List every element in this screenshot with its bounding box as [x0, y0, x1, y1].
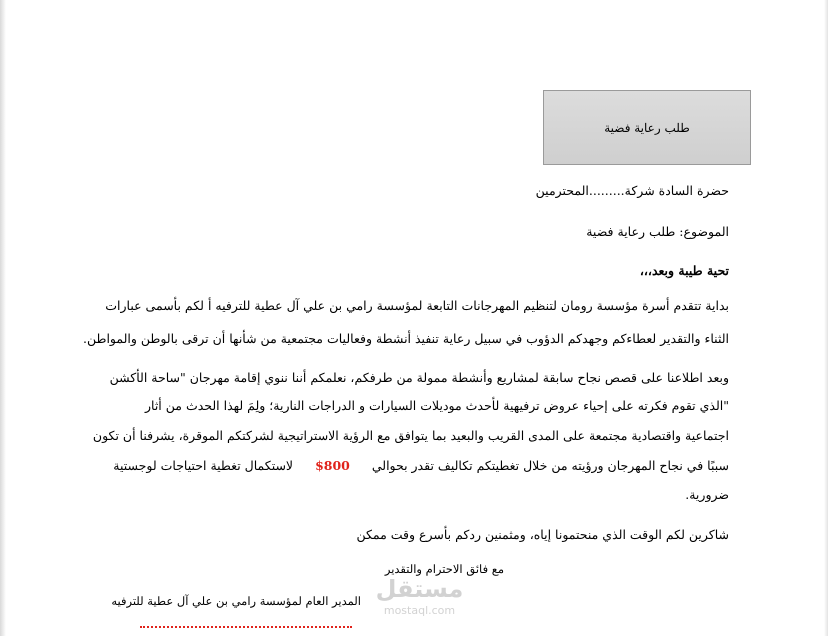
signature-title: المدير العام لمؤسسة رامي بن علي آل عطية للترفيه	[111, 594, 361, 608]
salutation: حضرة السادة شركة.........المحترمين	[535, 183, 729, 198]
paragraph2-line3: اجتماعية واقتصادية مجتمعة على المدى القريب والبعيد بما يتوافق مع الرؤية الاستراتيجية لشركتكم الموقرة، يشرفنا أن تكون	[92, 428, 729, 443]
mostaql-watermark	[372, 574, 467, 626]
watermark-main-text: مستقل	[375, 575, 464, 603]
paragraph2-line4-end: لاستكمال تغطية احتياجات لوجستية	[113, 458, 294, 473]
page-right-edge	[824, 0, 828, 636]
title-box	[543, 90, 751, 165]
regards-line: مع فائق الاحترام والتقدير	[384, 562, 504, 576]
subject-line: الموضوع: طلب رعاية فضية	[586, 224, 729, 239]
signature-dotted-line	[140, 626, 352, 630]
paragraph2-line2: "الذي تقوم فكرته على إحياء عروض ترفيهية لأحدث موديلات السيارات و الدراجات النارية؛ ولِمَ لهذا الحدث من أثار	[144, 398, 729, 413]
paragraph2-line4	[113, 458, 729, 474]
closing-line: شاكرين لكم الوقت الذي منحتمونا إياه، ومثمنين ردكم بأسرع وقت ممكن	[356, 527, 729, 542]
paragraph2-line5: ضرورية.	[685, 487, 729, 502]
sponsorship-amount: $800	[315, 458, 350, 473]
greeting: تحية طيبة وبعد،،،	[639, 263, 729, 278]
paragraph1-line1: بداية تتقدم أسرة مؤسسة رومان لتنظيم المهرجانات التابعة لمؤسسة رامي بن علي آل عطية للترفيه أ لكم بأسمى عبارات	[105, 298, 729, 313]
paragraph2-line4-start: سببًا في نجاح المهرجان ورؤيته من خلال تغطيتكم تكاليف تقدر بحوالي	[371, 458, 729, 473]
paragraph1-line2: الثناء والتقدير لعطاءكم وجهدكم الدؤوب في سبيل رعاية تنفيذ أنشطة وفعاليات مجتمعية من شأنها أن ترقى بالوطن والمواطن.	[83, 331, 729, 346]
page-left-edge	[0, 0, 6, 636]
watermark-url: mostaql.com	[383, 604, 456, 617]
title-text: طلب رعاية فضية	[604, 120, 690, 135]
paragraph2-line1: وبعد اطلاعنا على قصص نجاح سابقة لمشاريع وأنشطة ممولة من طرفكم، نعلمكم أننا ننوي إقامة مهرجان "ساحة الأكشن	[109, 370, 729, 385]
